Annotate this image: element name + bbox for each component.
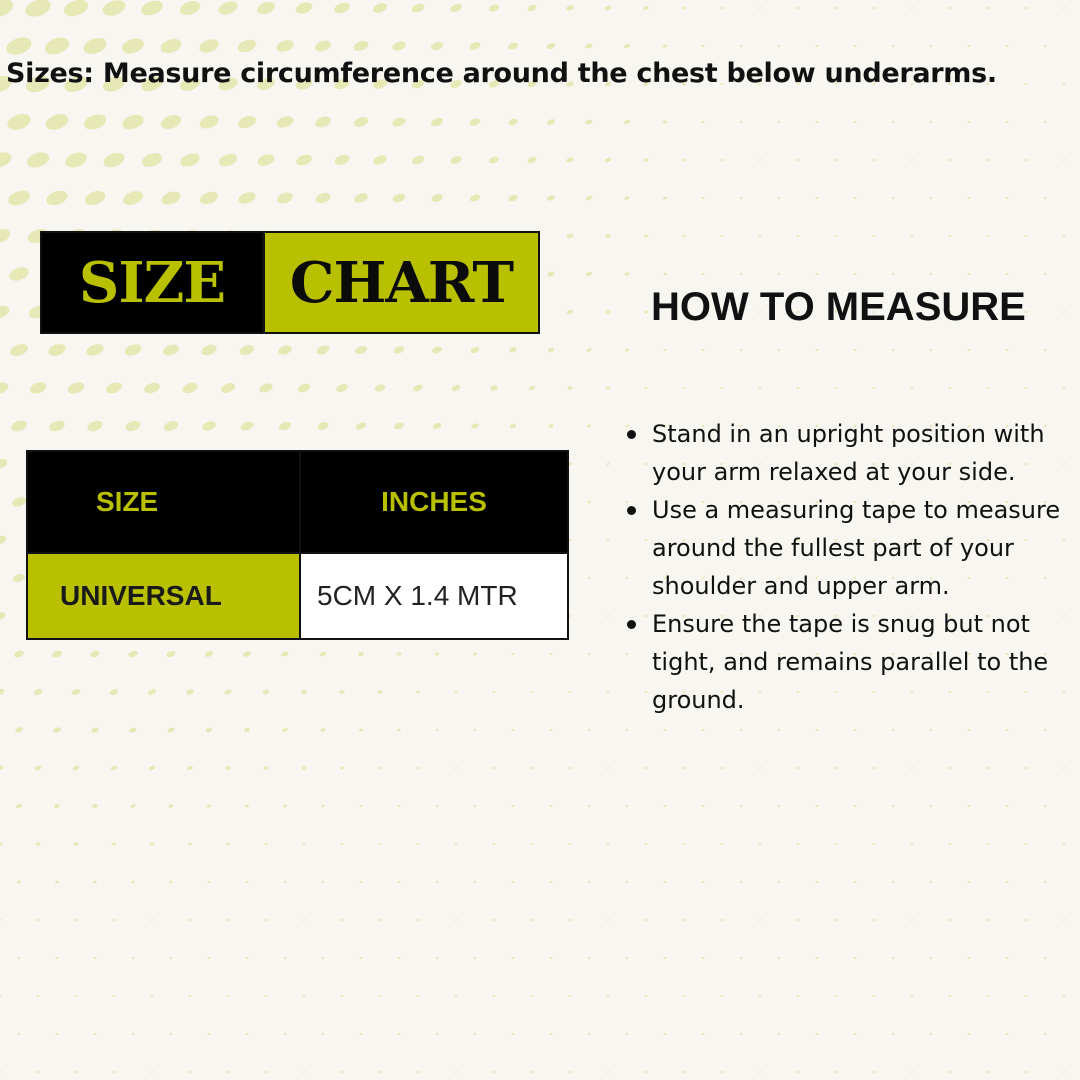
measure-steps-list <box>622 415 1072 719</box>
list-item: Use a measuring tape to measure around the fullest part of your shoulder and upper arm. <box>622 491 1072 605</box>
header-size: SIZE <box>27 451 300 553</box>
list-item: Stand in an upright position with your arm relaxed at your side. <box>622 415 1072 491</box>
cell-measurement: 5CM X 1.4 MTR <box>300 553 568 639</box>
header-inches: INCHES <box>300 451 568 553</box>
table-header-row <box>27 451 568 553</box>
size-table <box>26 450 569 640</box>
size-chart-banner <box>40 231 540 334</box>
page-headline: Sizes: Measure circumference around the chest below underarms. <box>6 58 997 89</box>
cell-size-universal: UNIVERSAL <box>27 553 300 639</box>
list-item: Ensure the tape is snug but not tight, and remains parallel to the ground. <box>622 605 1072 719</box>
banner-size-label: SIZE <box>42 233 262 332</box>
banner-chart-label: CHART <box>262 233 538 332</box>
table-row <box>27 553 568 639</box>
how-to-measure-title: HOW TO MEASURE <box>651 285 1026 329</box>
